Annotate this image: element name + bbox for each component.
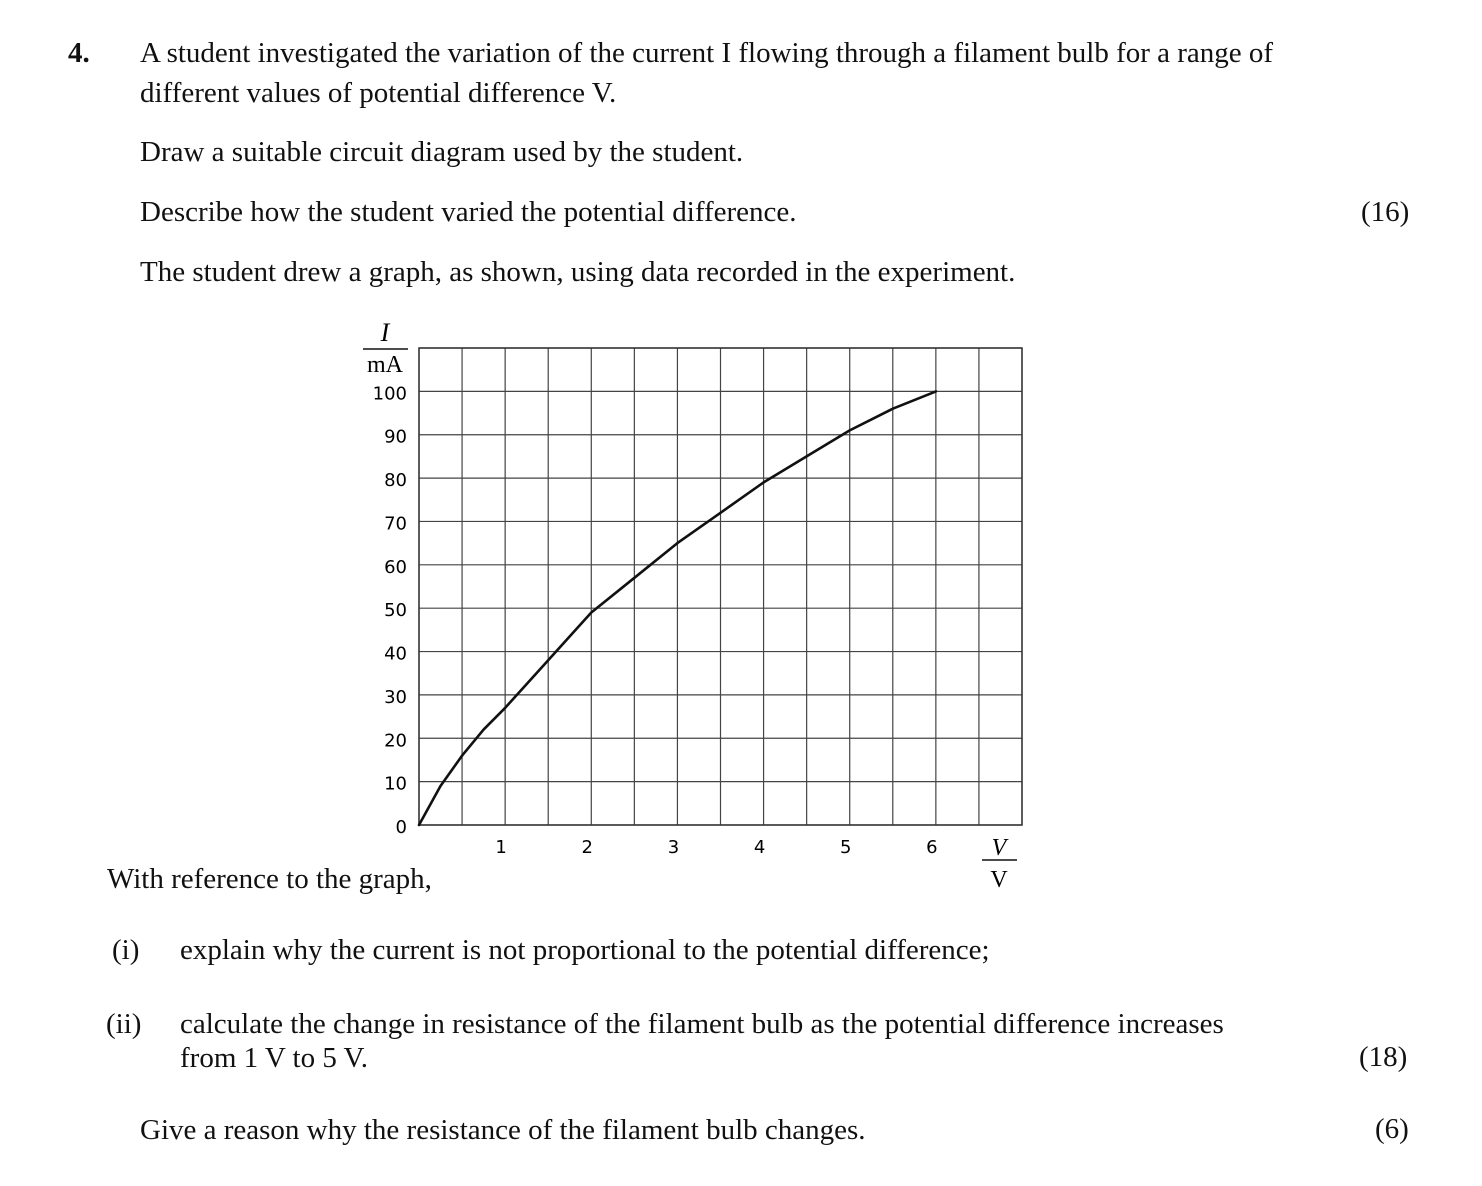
x-tick-label: 5 xyxy=(839,837,852,858)
describe-instruction: Describe how the student varied the potential difference. xyxy=(140,196,797,228)
question-number: 4. xyxy=(68,37,90,69)
part-ii-line-1: calculate the change in resistance of the filament bulb as the potential difference increases xyxy=(180,1008,1224,1040)
y-axis-label-denominator: mA xyxy=(367,352,403,378)
x-tick-label: 6 xyxy=(926,837,938,858)
reason-text: Give a reason why the resistance of the filament bulb changes. xyxy=(140,1114,866,1146)
y-tick-label: 20 xyxy=(384,730,407,752)
intro-line-1: A student investigated the variation of the current I flowing through a filament bulb for a range of xyxy=(140,37,1274,69)
y-tick-label: 50 xyxy=(384,600,407,622)
describe-marks: (16) xyxy=(1361,196,1410,228)
x-tick-label: 4 xyxy=(753,837,766,858)
y-tick-label: 90 xyxy=(384,426,407,448)
graph-grid xyxy=(419,348,1022,825)
draw-instruction: Draw a suitable circuit diagram used by the student. xyxy=(140,136,744,168)
y-tick-label: 10 xyxy=(384,773,407,795)
graph-intro: The student drew a graph, as shown, using data recorded in the experiment. xyxy=(140,256,1016,288)
part-i-label: (i) xyxy=(112,934,140,966)
part-ii-line-2: from 1 V to 5 V. xyxy=(180,1042,369,1074)
y-tick-label: 30 xyxy=(384,686,407,708)
y-tick-label: 80 xyxy=(384,470,407,492)
x-tick-label: 1 xyxy=(495,837,507,858)
y-tick-label: 0 xyxy=(395,817,407,838)
x-axis-label-denominator: V xyxy=(990,867,1008,893)
y-tick-label: 60 xyxy=(384,556,407,578)
reason-marks: (6) xyxy=(1375,1113,1409,1145)
x-tick-label: 3 xyxy=(667,837,680,858)
part-ii-marks: (18) xyxy=(1359,1041,1408,1073)
x-tick-labels xyxy=(495,837,937,858)
y-axis-label-numerator: I xyxy=(380,318,390,347)
part-ii-label: (ii) xyxy=(106,1008,142,1040)
part-i-text: explain why the current is not proportional to the potential difference; xyxy=(180,934,990,966)
y-tick-label: 100 xyxy=(372,383,407,405)
reference-text: With reference to the graph, xyxy=(107,863,432,895)
intro-line-2: different values of potential difference V. xyxy=(140,77,617,109)
y-tick-labels xyxy=(373,383,407,838)
x-tick-label: 2 xyxy=(581,837,594,858)
y-tick-label: 70 xyxy=(384,513,407,535)
y-tick-label: 40 xyxy=(384,643,407,665)
x-axis-label-numerator: V xyxy=(991,835,1007,861)
